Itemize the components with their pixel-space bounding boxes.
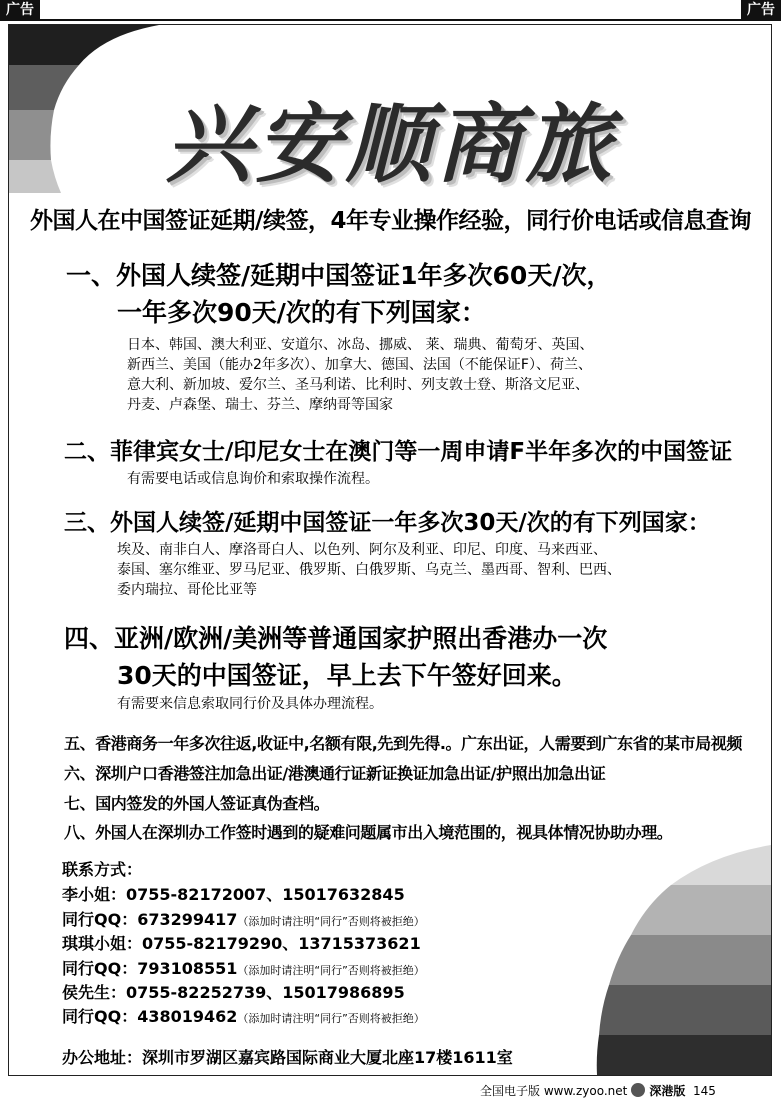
section-3-country-list [0,540,781,600]
contact-text: 李小姐：0755-82172007、15017632845 [62,885,405,904]
section-3 [0,506,781,600]
top-rule [0,19,781,21]
section-2-title: 二、菲律宾女士/印尼女士在澳门等一周申请F半年多次的中国签证 [64,439,733,465]
section-4 [0,620,781,714]
section-4-title-line-2: 30天的中国签证，早上去下午签好回来。 [117,661,577,690]
contact-line [62,956,425,979]
contact-line [62,882,405,905]
contact-note: （添加时请注明“同行”否则将被拒绝） [237,964,425,977]
country-line: 日本、韩国、澳大利亚、安道尔、冰岛、挪威、 莱、瑞典、葡萄牙、英国、 [127,337,594,353]
item-5: 五、香港商务一年多次往返,收证中,名额有限,先到先得.。广东出证，人需要到广东省的某市局视频 [64,734,742,753]
contact-note: （添加时请注明“同行”否则将被拒绝） [237,1012,425,1025]
section-3-title: 三、外国人续签/延期中国签证一年多次30天/次的有下列国家： [64,510,711,536]
section-1-country-list [0,335,781,415]
item-8: 八、外国人在深圳办工作签时遇到的疑难问题属市出入境范围的，视具体情况协助办理。 [64,823,673,842]
contact-text: 侯先生：0755-82252739、15017986895 [62,983,405,1002]
contact-note: （添加时请注明“同行”否则将被拒绝） [237,915,425,928]
country-line: 新西兰、美国（能办2年多次）、加拿大、德国、法国（不能保证F）、荷兰、 [127,357,592,373]
page-footer [480,1082,716,1099]
ad-tag-right: 广告 [741,0,781,20]
section-1 [0,257,781,415]
section-1-title-line-1: 一、外国人续签/延期中国签证1年多次60天/次， [66,261,612,290]
office-address: 办公地址：深圳市罗湖区嘉宾路国际商业大厦北座17楼1611室 [62,1048,513,1067]
contact-text: 同行QQ：793108551 [62,959,238,978]
contact-text: 同行QQ：438019462 [62,1007,238,1026]
section-1-title-line-2: 一年多次90天/次的有下列国家： [117,298,486,327]
country-line: 埃及、南非白人、摩洛哥白人、以色列、阿尔及利亚、印尼、印度、马来西亚、 [117,542,607,558]
section-4-note: 有需要来信息索取同行价及具体办理流程。 [117,696,383,712]
section-2-note: 有需要电话或信息询价和索取操作流程。 [127,471,379,487]
contact-text: 同行QQ：673299417 [62,910,238,929]
contact-line [62,907,425,930]
item-7: 七、国内签发的外国人签证真伪查档。 [64,794,330,813]
country-line: 泰国、塞尔维亚、罗马尼亚、俄罗斯、白俄罗斯、乌克兰、墨西哥、智利、巴西、 [117,562,621,578]
country-line: 丹麦、卢森堡、瑞士、芬兰、摩纳哥等国家 [127,397,393,413]
section-2 [0,435,781,489]
footer-region: 深港版 [649,1084,686,1098]
contact-text: 琪琪小姐：0755-82179290、13715373621 [62,934,421,953]
contact-line [62,980,405,1003]
ad-tag-left: 广告 [0,0,40,20]
brand-title: 兴安顺商旅 [165,95,616,195]
country-line: 委内瑞拉、哥伦比亚等 [117,582,257,598]
section-4-title-line-1: 四、亚洲/欧洲/美洲等普通国家护照出香港办一次 [64,624,608,653]
publisher-logo-icon [631,1083,645,1097]
country-line: 意大利、新加坡、爱尔兰、圣马利诺、比利时、列支敦士登、斯洛文尼亚、 [127,377,589,393]
item-6: 六、深圳户口香港签注加急出证/港澳通行证新证换证加急出证/护照出加急出证 [64,764,606,783]
contact-line [62,1004,425,1027]
contact-line [62,931,421,954]
subtitle: 外国人在中国签证延期/续签，4年专业操作经验，同行价电话或信息查询 [30,208,751,234]
page-number: 145 [693,1084,716,1098]
decorative-arc-bottom-right [591,845,771,1075]
footer-edition: 全国电子版 www.zyoo.net [480,1084,628,1098]
contact-heading: 联系方式： [62,860,143,879]
